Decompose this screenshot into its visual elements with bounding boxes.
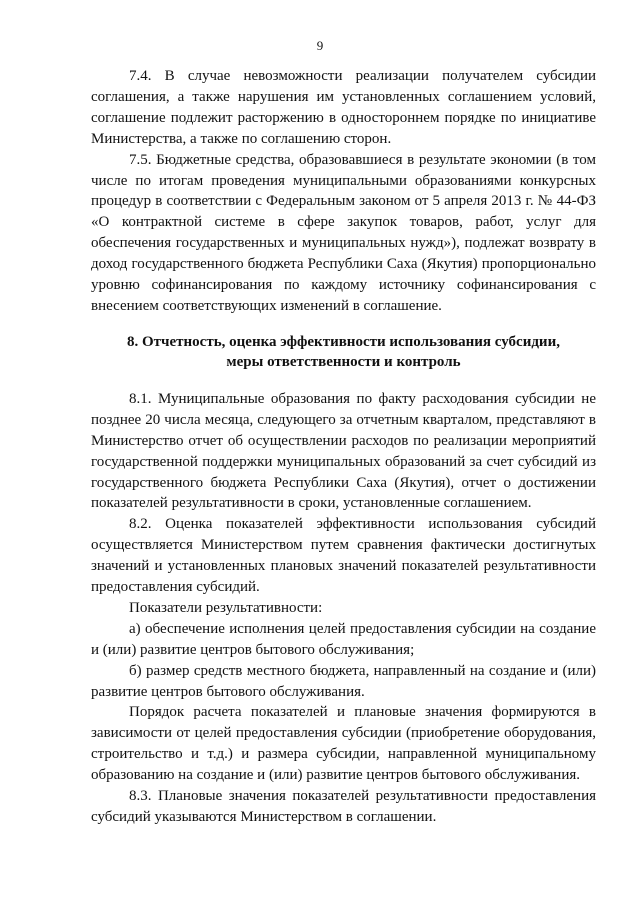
paragraph-indicator-b: б) размер средств местного бюджета, направленный на создание и (или) развитие центров бытового обслуживания. [91, 662, 596, 700]
paragraph-indicator-a: а) обеспечение исполнения целей предоставления субсидии на создание и (или) развитие центров бытового обслуживания; [91, 620, 596, 658]
paragraph-8-2: 8.2. Оценка показателей эффективности использования субсидий осуществляется Министерством путем сравнения фактически достигнутых значений и установленных плановых значений показателей результативности предоставления субсидий. [91, 516, 596, 596]
page-number: 9 [316, 38, 324, 53]
paragraph-7-5: 7.5. Бюджетные средства, образовавшиеся в результате экономии (в том числе по итогам проведения муниципальными образованиями конкурсных процедур в соответствии с Федеральным законом от 5 апреля 2013 г. № 44-ФЗ «О контрактной системе в сфере закупок товаров, работ, услуг для обеспечения государственных и муниципальных нужд»), подлежат возврату в доход государственного бюджета Республики Саха (Якутия) пропорционально уровню софинансирования по каждому источнику софинансирования с внесением соответствующих изменений в соглашение. [91, 151, 596, 314]
section-heading-line-1: 8. Отчетность, оценка эффективности использования субсидии, [127, 333, 560, 350]
document-body [91, 66, 596, 828]
section-heading [91, 332, 596, 373]
paragraph-8-3: 8.3. Плановые значения показателей результативности предоставления субсидий указываются Министерством в соглашении. [91, 788, 596, 825]
paragraph-8-1: 8.1. Муниципальные образования по факту расходования субсидии не позднее 20 числа месяца, следующего за отчетным кварталом, представляют в Министерство отчет об осуществлении расходов по реализации мероприятий государственной поддержки муниципальных образований за счет субсидий из государственного бюджета Республики Саха (Якутия), отчет о достижении показателей результативности в сроки, установленные соглашением. [91, 390, 596, 512]
section-heading-line-2: меры ответственности и контроль [226, 354, 461, 371]
paragraph-calculation-order: Порядок расчета показателей и плановые значения формируются в зависимости от целей предоставления субсидии (приобретение оборудования, строительство и т.д.) и размера субсидии, направленной муниципальному образованию на создание и (или) развитие центров бытового обслуживания. [91, 704, 596, 784]
paragraph-indicators-intro: Показатели результативности: [129, 599, 323, 616]
paragraph-7-4: 7.4. В случае невозможности реализации получателем субсидии соглашения, а также нарушения им установленных соглашением условий, соглашение подлежит расторжению в одностороннем порядке по инициативе Министерства, а также по соглашению сторон. [91, 68, 596, 147]
